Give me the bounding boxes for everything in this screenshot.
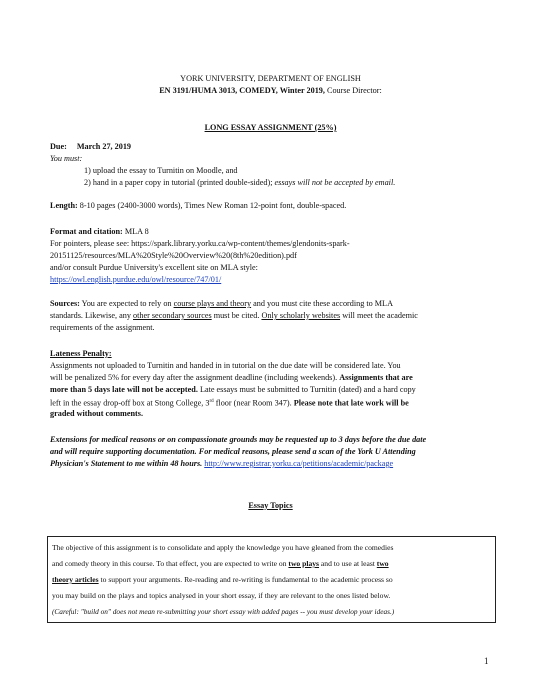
box-line-1: The objective of this assignment is to consolidate and apply the knowledge you have gleaned from the comedies xyxy=(52,543,394,552)
box-theory-articles: theory articles xyxy=(52,575,99,584)
lateness-text-3a: Late essays must be submitted to Turnitin (dated) and a hard copy xyxy=(197,385,416,394)
box-line-4: you may build on the plays and topics analysed in your short essay, if they are relevant to the ones listed below. xyxy=(52,591,391,600)
due-item-2 xyxy=(84,177,529,188)
lateness-line-4 xyxy=(50,396,495,409)
box-two: two xyxy=(376,559,389,568)
lateness-line-5: graded without comments. xyxy=(50,409,144,418)
sources-label: Sources: xyxy=(50,299,80,308)
lateness-text-4c: Please note that late work will be xyxy=(293,398,409,408)
box-line-5: (Careful: "build on" does not mean re-submitting your short essay with added pages -- you must develop your ideas.) xyxy=(52,607,395,616)
format-text: MLA 8 xyxy=(122,227,149,236)
due-item-1: 1) upload the essay to Turnitin on Moodle, and xyxy=(84,166,238,175)
header-course xyxy=(0,85,541,96)
sources-text-1b: and you must cite these according to MLA xyxy=(251,299,393,308)
extensions-text-3: Physician's Statement to me within 48 hours. xyxy=(50,459,203,468)
box-two-plays: two plays xyxy=(288,559,320,568)
lateness-line-2 xyxy=(50,372,495,383)
sources-course-plays: course plays and theory xyxy=(173,299,252,308)
format-purdue: and/or consult Purdue University's excellent site on MLA style: xyxy=(50,263,258,272)
lateness-text-4b: floor (near Room 347). xyxy=(213,398,294,408)
format-pointers: For pointers, please see: https://spark.library.yorku.ca/wp-content/themes/glendonits-spark- xyxy=(50,239,350,248)
sources-line-3: requirements of the assignment. xyxy=(50,323,155,332)
course-director: Course Director: xyxy=(324,86,382,95)
lateness-text-4a: left in the essay drop-off box at Stong College, 3 xyxy=(50,398,210,408)
essay-topics-title: Essay Topics xyxy=(248,501,293,510)
format-label: Format and citation: xyxy=(50,227,123,236)
due-date: March 27, 2019 xyxy=(76,142,132,151)
lateness-line-3 xyxy=(50,384,495,395)
lateness-label: Lateness Penalty: xyxy=(50,349,112,358)
sources-text-2c: will meet the academic xyxy=(340,311,418,320)
length-label: Length: xyxy=(50,201,78,210)
lateness-text-3b: more than 5 days late will not be accepted. xyxy=(50,385,198,394)
due-line xyxy=(50,141,495,152)
lateness-text-2a: will be penalized 5% for every day after the assignment deadline (including weekends). xyxy=(50,373,340,382)
registrar-link[interactable]: http://www.registrar.yorku.ca/petitions/academic/package xyxy=(204,459,394,468)
box-line-3 xyxy=(52,574,497,585)
format-line xyxy=(50,226,495,237)
sources-scholarly-websites: Only scholarly websites xyxy=(261,311,341,320)
length-line xyxy=(50,200,495,211)
extensions-line-2: and will require supporting documentation. For medical reasons, please send a scan of the York U Attending xyxy=(50,447,416,456)
sources-text-2a: standards. Likewise, any xyxy=(50,311,133,320)
assignment-title: LONG ESSAY ASSIGNMENT (25%) xyxy=(204,123,337,132)
format-url-cont: 20151125/resources/MLA%20Style%20Overview%20(8th%20edition).pdf xyxy=(50,251,297,260)
length-text: 8-10 pages (2400-3000 words), Times New Roman 12-point font, double-spaced. xyxy=(77,201,347,210)
purdue-link[interactable]: https://owl.english.purdue.edu/owl/resource/747/01/ xyxy=(50,275,222,284)
due-label: Due: xyxy=(50,142,67,151)
lateness-text-2b: Assignments that are xyxy=(339,373,413,382)
course-code: EN 3191/HUMA 3013, COMEDY, Winter 2019, xyxy=(159,86,325,95)
lateness-sup: rd xyxy=(209,399,214,404)
extensions-line-3 xyxy=(50,458,495,469)
due-item-2-text: 2) hand in a paper copy in tutorial (printed double-sided); xyxy=(84,178,273,187)
sources-text-1a: You are expected to rely on xyxy=(79,299,174,308)
lateness-line-1: Assignments not uploaded to Turnitin and handed in in tutorial on the due date will be considered late. You xyxy=(50,361,401,370)
sources-line-1 xyxy=(50,298,495,309)
due-item-2-note: essays will not be accepted by email. xyxy=(272,178,396,187)
box-text-2a: and comedy theory in this course. To that effect, you are expected to write on xyxy=(52,559,289,568)
box-text-2c: and to use at least xyxy=(319,559,377,568)
box-line-2 xyxy=(52,558,497,569)
you-must: You must: xyxy=(50,154,83,163)
header-university: YORK UNIVERSITY, DEPARTMENT OF ENGLISH xyxy=(180,74,361,83)
box-text-3b: to support your arguments. Re-reading and re-writing is fundamental to the academic process so xyxy=(98,575,393,584)
extensions-line-1: Extensions for medical reasons or on compassionate grounds may be requested up to 3 days before the due date xyxy=(50,435,427,444)
sources-text-2b: must be cited. xyxy=(211,311,262,320)
sources-other-secondary: other secondary sources xyxy=(133,311,212,320)
page-number: 1 xyxy=(484,656,489,666)
sources-line-2 xyxy=(50,310,495,321)
